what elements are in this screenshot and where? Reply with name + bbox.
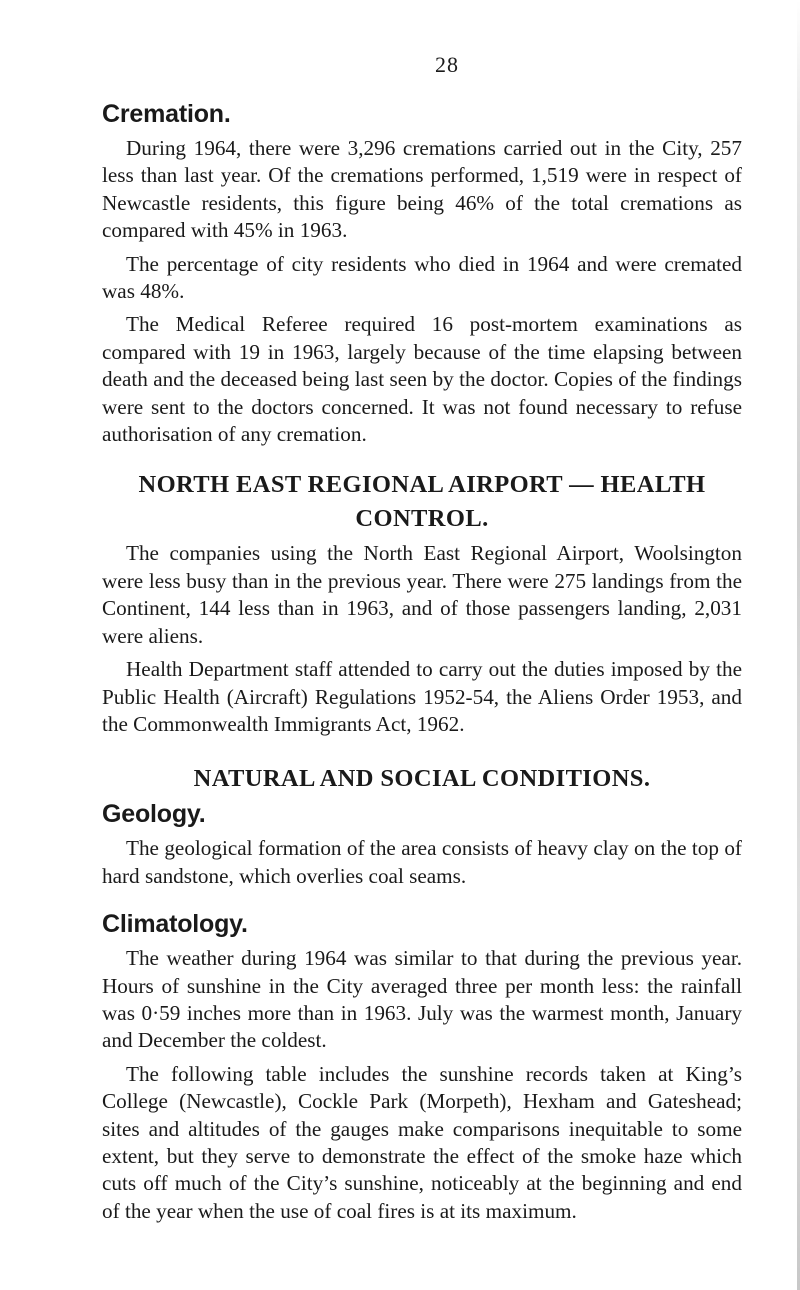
climatology-heading: Climatology. bbox=[102, 910, 248, 939]
page-number: 28 bbox=[435, 52, 459, 77]
cremation-section bbox=[102, 100, 742, 448]
airport-section bbox=[102, 468, 742, 738]
airport-paragraph-2: Health Department staff attended to carry out the duties imposed by the Public Health (Aircraft) Regulations 1952-54, the Aliens Order 1953, and the Commonwealth Immigrants Act, 1962. bbox=[102, 657, 742, 736]
cremation-heading: Cremation. bbox=[102, 100, 231, 128]
climatology-paragraph-2: The following table includes the sunshine records taken at King’s College (Newcastle), Cockle Park (Morpeth), Hexham and Gateshead; sites and altitudes of the gauges make comparisons inequitable to some extent, but they serve to demonstrate the effect of the smoke haze which cuts off much of the City’s sunshine, noticeably at the beginning and end of the year when the use of coal fires is at its maximum. bbox=[102, 1061, 742, 1223]
geology-paragraph-1: The geological formation of the area consists of heavy clay on the top of hard sandstone, which overlies coal seams. bbox=[102, 836, 742, 888]
climatology-section bbox=[102, 910, 742, 1225]
geology-section bbox=[102, 800, 742, 890]
cremation-paragraph-3: The Medical Referee required 16 post-mortem examinations as compared with 19 in 1963, largely because of the time elapsing between death and the deceased being last seen by the doctor. Copies of the findings were sent to the doctors concerned. It was not found necessary to refuse authorisation of any cremation. bbox=[102, 312, 742, 447]
airport-paragraph-1: The companies using the North East Regional Airport, Woolsington were less busy than in the previous year. There were 275 landings from the Continent, 144 less than in 1963, and of those passengers landing, 2,031 were aliens. bbox=[102, 541, 742, 648]
natural-social-section bbox=[102, 762, 742, 796]
cremation-paragraph-2: The percentage of city residents who died in 1964 and were cremated was 48%. bbox=[102, 251, 742, 304]
natural-social-heading: NATURAL AND SOCIAL CONDITIONS. bbox=[193, 765, 651, 793]
cremation-paragraph-1: During 1964, there were 3,296 cremations carried out in the City, 257 less than last year. Of the cremations performed, 1,519 were in respect of Newcastle residents, this figure being 46% of the total cremations as compared with 45% in 1963. bbox=[102, 136, 742, 243]
document-page bbox=[102, 52, 742, 1231]
climatology-paragraph-1: The weather during 1964 was similar to that during the previous year. Hours of sunshine in the City averaged three per month less: the rainfall was 0·59 inches more than in 1963. July was the warmest month, January and December the coldest. bbox=[102, 946, 742, 1053]
geology-heading: Geology. bbox=[102, 800, 206, 829]
airport-heading: NORTH EAST REGIONAL AIRPORT — HEALTH CONTROL. bbox=[138, 471, 706, 533]
